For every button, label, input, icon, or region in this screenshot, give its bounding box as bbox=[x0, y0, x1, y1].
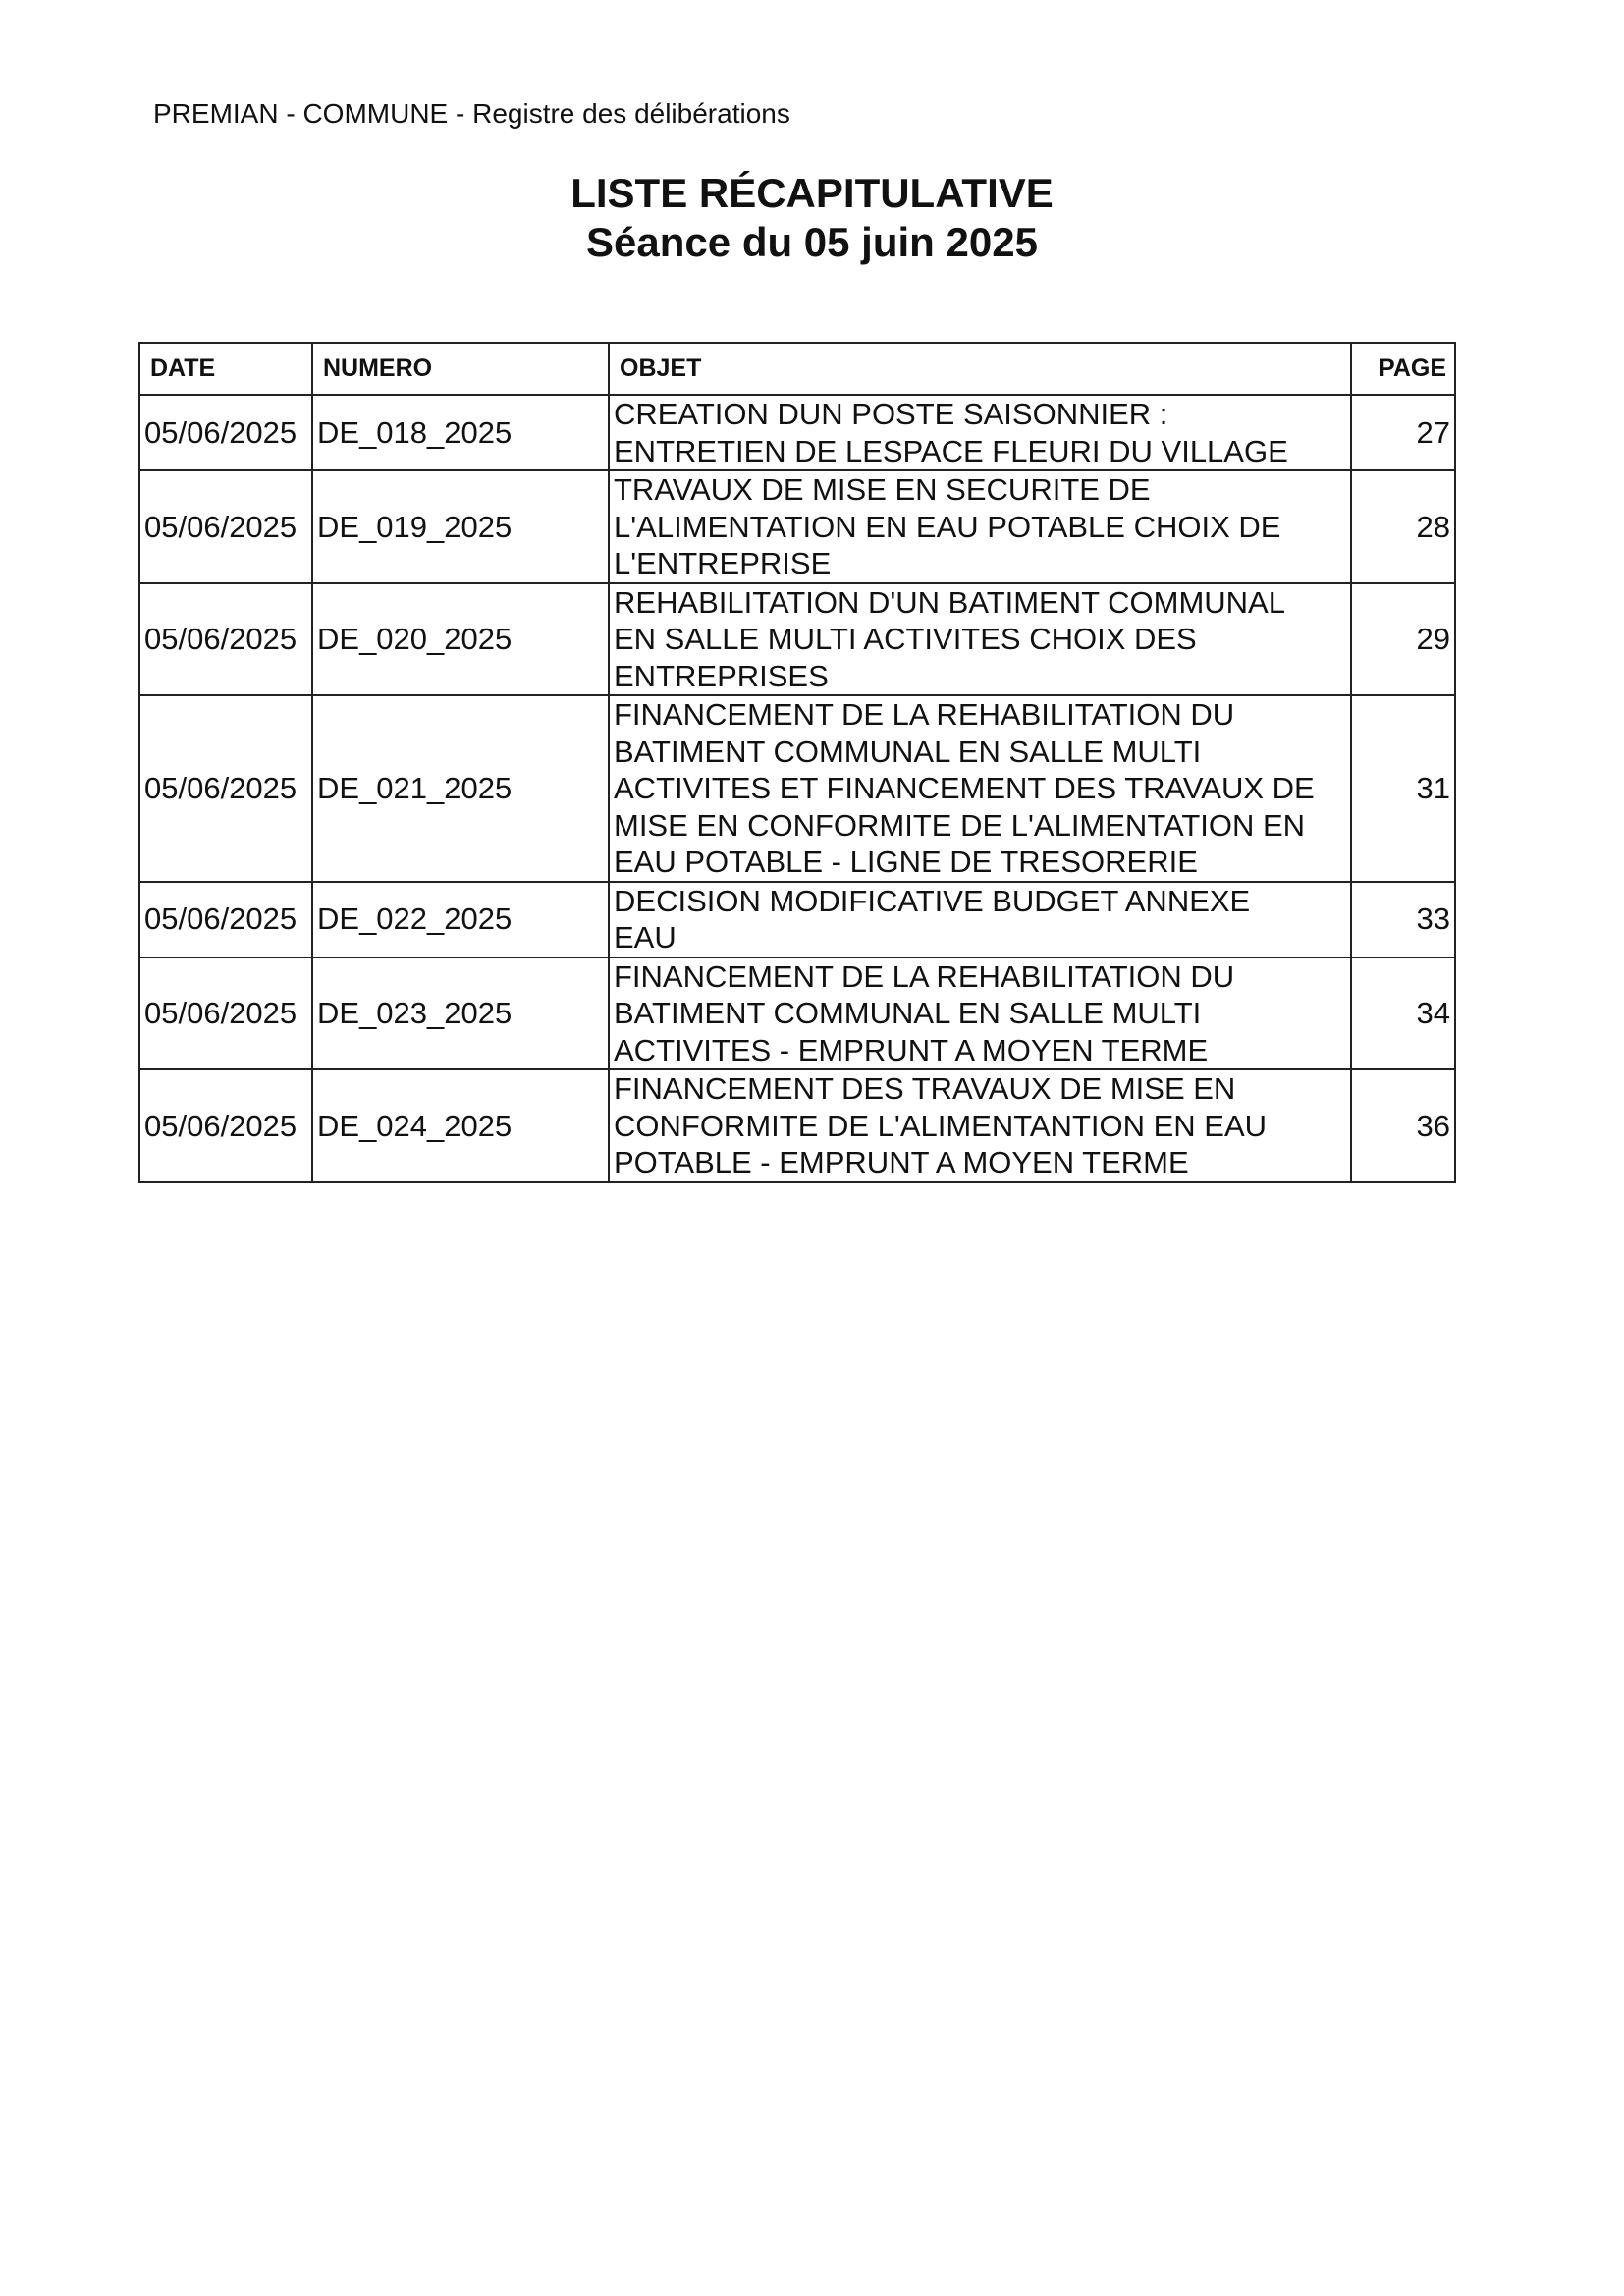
cell-objet-text: FINANCEMENT DE LA REHABILITATION DU BATIMENT COMMUNAL EN SALLE MULTI ACTIVITES ET FINANCEMENT DES TRAVAUX DE MISE EN CONFORMITE DE L'ALIMENTATION EN EAU POTABLE - LIGNE DE TRESORERIE bbox=[614, 697, 1315, 879]
table-row bbox=[139, 882, 1455, 957]
cell-objet-text: FINANCEMENT DES TRAVAUX DE MISE EN CONFORMITE DE L'ALIMENTANTION EN EAU POTABLE - EMPRUNT A MOYEN TERME bbox=[614, 1071, 1268, 1179]
cell-page bbox=[1351, 470, 1455, 583]
title-line-1: LISTE RÉCAPITULATIVE bbox=[570, 170, 1054, 216]
deliberations-table bbox=[138, 342, 1456, 1183]
cell-numero-text: DE_021_2025 bbox=[317, 771, 513, 805]
document-header: PREMIAN - COMMUNE - Registre des délibérations bbox=[153, 98, 790, 129]
table-row bbox=[139, 957, 1455, 1070]
cell-numero bbox=[312, 882, 609, 957]
cell-date bbox=[139, 395, 312, 470]
cell-objet-text: DECISION MODIFICATIVE BUDGET ANNEXE EAU bbox=[614, 883, 1251, 955]
cell-numero bbox=[312, 1069, 609, 1182]
cell-page bbox=[1351, 1069, 1455, 1182]
cell-page-text: 29 bbox=[1416, 622, 1450, 656]
cell-objet bbox=[609, 395, 1351, 470]
cell-objet-text: FINANCEMENT DE LA REHABILITATION DU BATIMENT COMMUNAL EN SALLE MULTI ACTIVITES - EMPRUNT A MOYEN TERME bbox=[614, 958, 1235, 1067]
cell-date-text: 05/06/2025 bbox=[144, 1108, 298, 1143]
table-row bbox=[139, 583, 1455, 696]
cell-numero bbox=[312, 695, 609, 882]
cell-page bbox=[1351, 395, 1455, 470]
cell-page-text: 27 bbox=[1416, 414, 1450, 450]
cell-numero-text: DE_019_2025 bbox=[317, 509, 513, 544]
column-header-objet: OBJET bbox=[609, 343, 1351, 395]
cell-objet bbox=[609, 882, 1351, 957]
column-header-numero: NUMERO bbox=[312, 343, 609, 395]
cell-date bbox=[139, 470, 312, 583]
page-title bbox=[0, 169, 1624, 267]
cell-date bbox=[139, 957, 312, 1070]
cell-date-text: 05/06/2025 bbox=[144, 414, 298, 450]
cell-objet bbox=[609, 695, 1351, 882]
cell-date-text: 05/06/2025 bbox=[144, 509, 298, 544]
cell-objet bbox=[609, 1069, 1351, 1182]
cell-numero bbox=[312, 395, 609, 470]
cell-numero bbox=[312, 470, 609, 583]
cell-page bbox=[1351, 583, 1455, 696]
cell-page-text: 28 bbox=[1416, 509, 1450, 544]
cell-numero bbox=[312, 583, 609, 696]
cell-page bbox=[1351, 957, 1455, 1070]
cell-page-text: 33 bbox=[1416, 902, 1450, 937]
cell-page bbox=[1351, 695, 1455, 882]
table-row bbox=[139, 395, 1455, 470]
column-header-page: PAGE bbox=[1351, 343, 1455, 395]
cell-date bbox=[139, 882, 312, 957]
cell-numero-text: DE_024_2025 bbox=[317, 1108, 513, 1143]
cell-date-text: 05/06/2025 bbox=[144, 622, 298, 656]
table-row bbox=[139, 470, 1455, 583]
cell-objet bbox=[609, 470, 1351, 583]
cell-numero-text: DE_020_2025 bbox=[317, 622, 513, 656]
cell-page-text: 36 bbox=[1416, 1108, 1450, 1143]
cell-numero-text: DE_023_2025 bbox=[317, 996, 513, 1030]
cell-objet bbox=[609, 957, 1351, 1070]
cell-date-text: 05/06/2025 bbox=[144, 771, 298, 805]
cell-date-text: 05/06/2025 bbox=[144, 902, 298, 937]
cell-numero bbox=[312, 957, 609, 1070]
column-header-date: DATE bbox=[139, 343, 312, 395]
cell-date bbox=[139, 1069, 312, 1182]
cell-objet-text: TRAVAUX DE MISE EN SECURITE DE L'ALIMENTATION EN EAU POTABLE CHOIX DE L'ENTREPRISE bbox=[614, 472, 1281, 580]
cell-date bbox=[139, 695, 312, 882]
cell-objet-text: REHABILITATION D'UN BATIMENT COMMUNAL EN SALLE MULTI ACTIVITES CHOIX DES ENTREPRISES bbox=[614, 584, 1285, 693]
cell-numero-text: DE_018_2025 bbox=[317, 414, 513, 450]
table-row bbox=[139, 695, 1455, 882]
cell-date bbox=[139, 583, 312, 696]
cell-objet bbox=[609, 583, 1351, 696]
cell-date-text: 05/06/2025 bbox=[144, 996, 298, 1030]
cell-page-text: 34 bbox=[1416, 996, 1450, 1030]
table-header-row bbox=[139, 343, 1455, 395]
cell-numero-text: DE_022_2025 bbox=[317, 902, 513, 937]
cell-page bbox=[1351, 882, 1455, 957]
cell-page-text: 31 bbox=[1416, 771, 1450, 805]
cell-objet-text: CREATION DUN POSTE SAISONNIER : ENTRETIEN DE LESPACE FLEURI DU VILLAGE bbox=[614, 397, 1288, 468]
title-line-2: Séance du 05 juin 2025 bbox=[586, 219, 1038, 265]
table-row bbox=[139, 1069, 1455, 1182]
